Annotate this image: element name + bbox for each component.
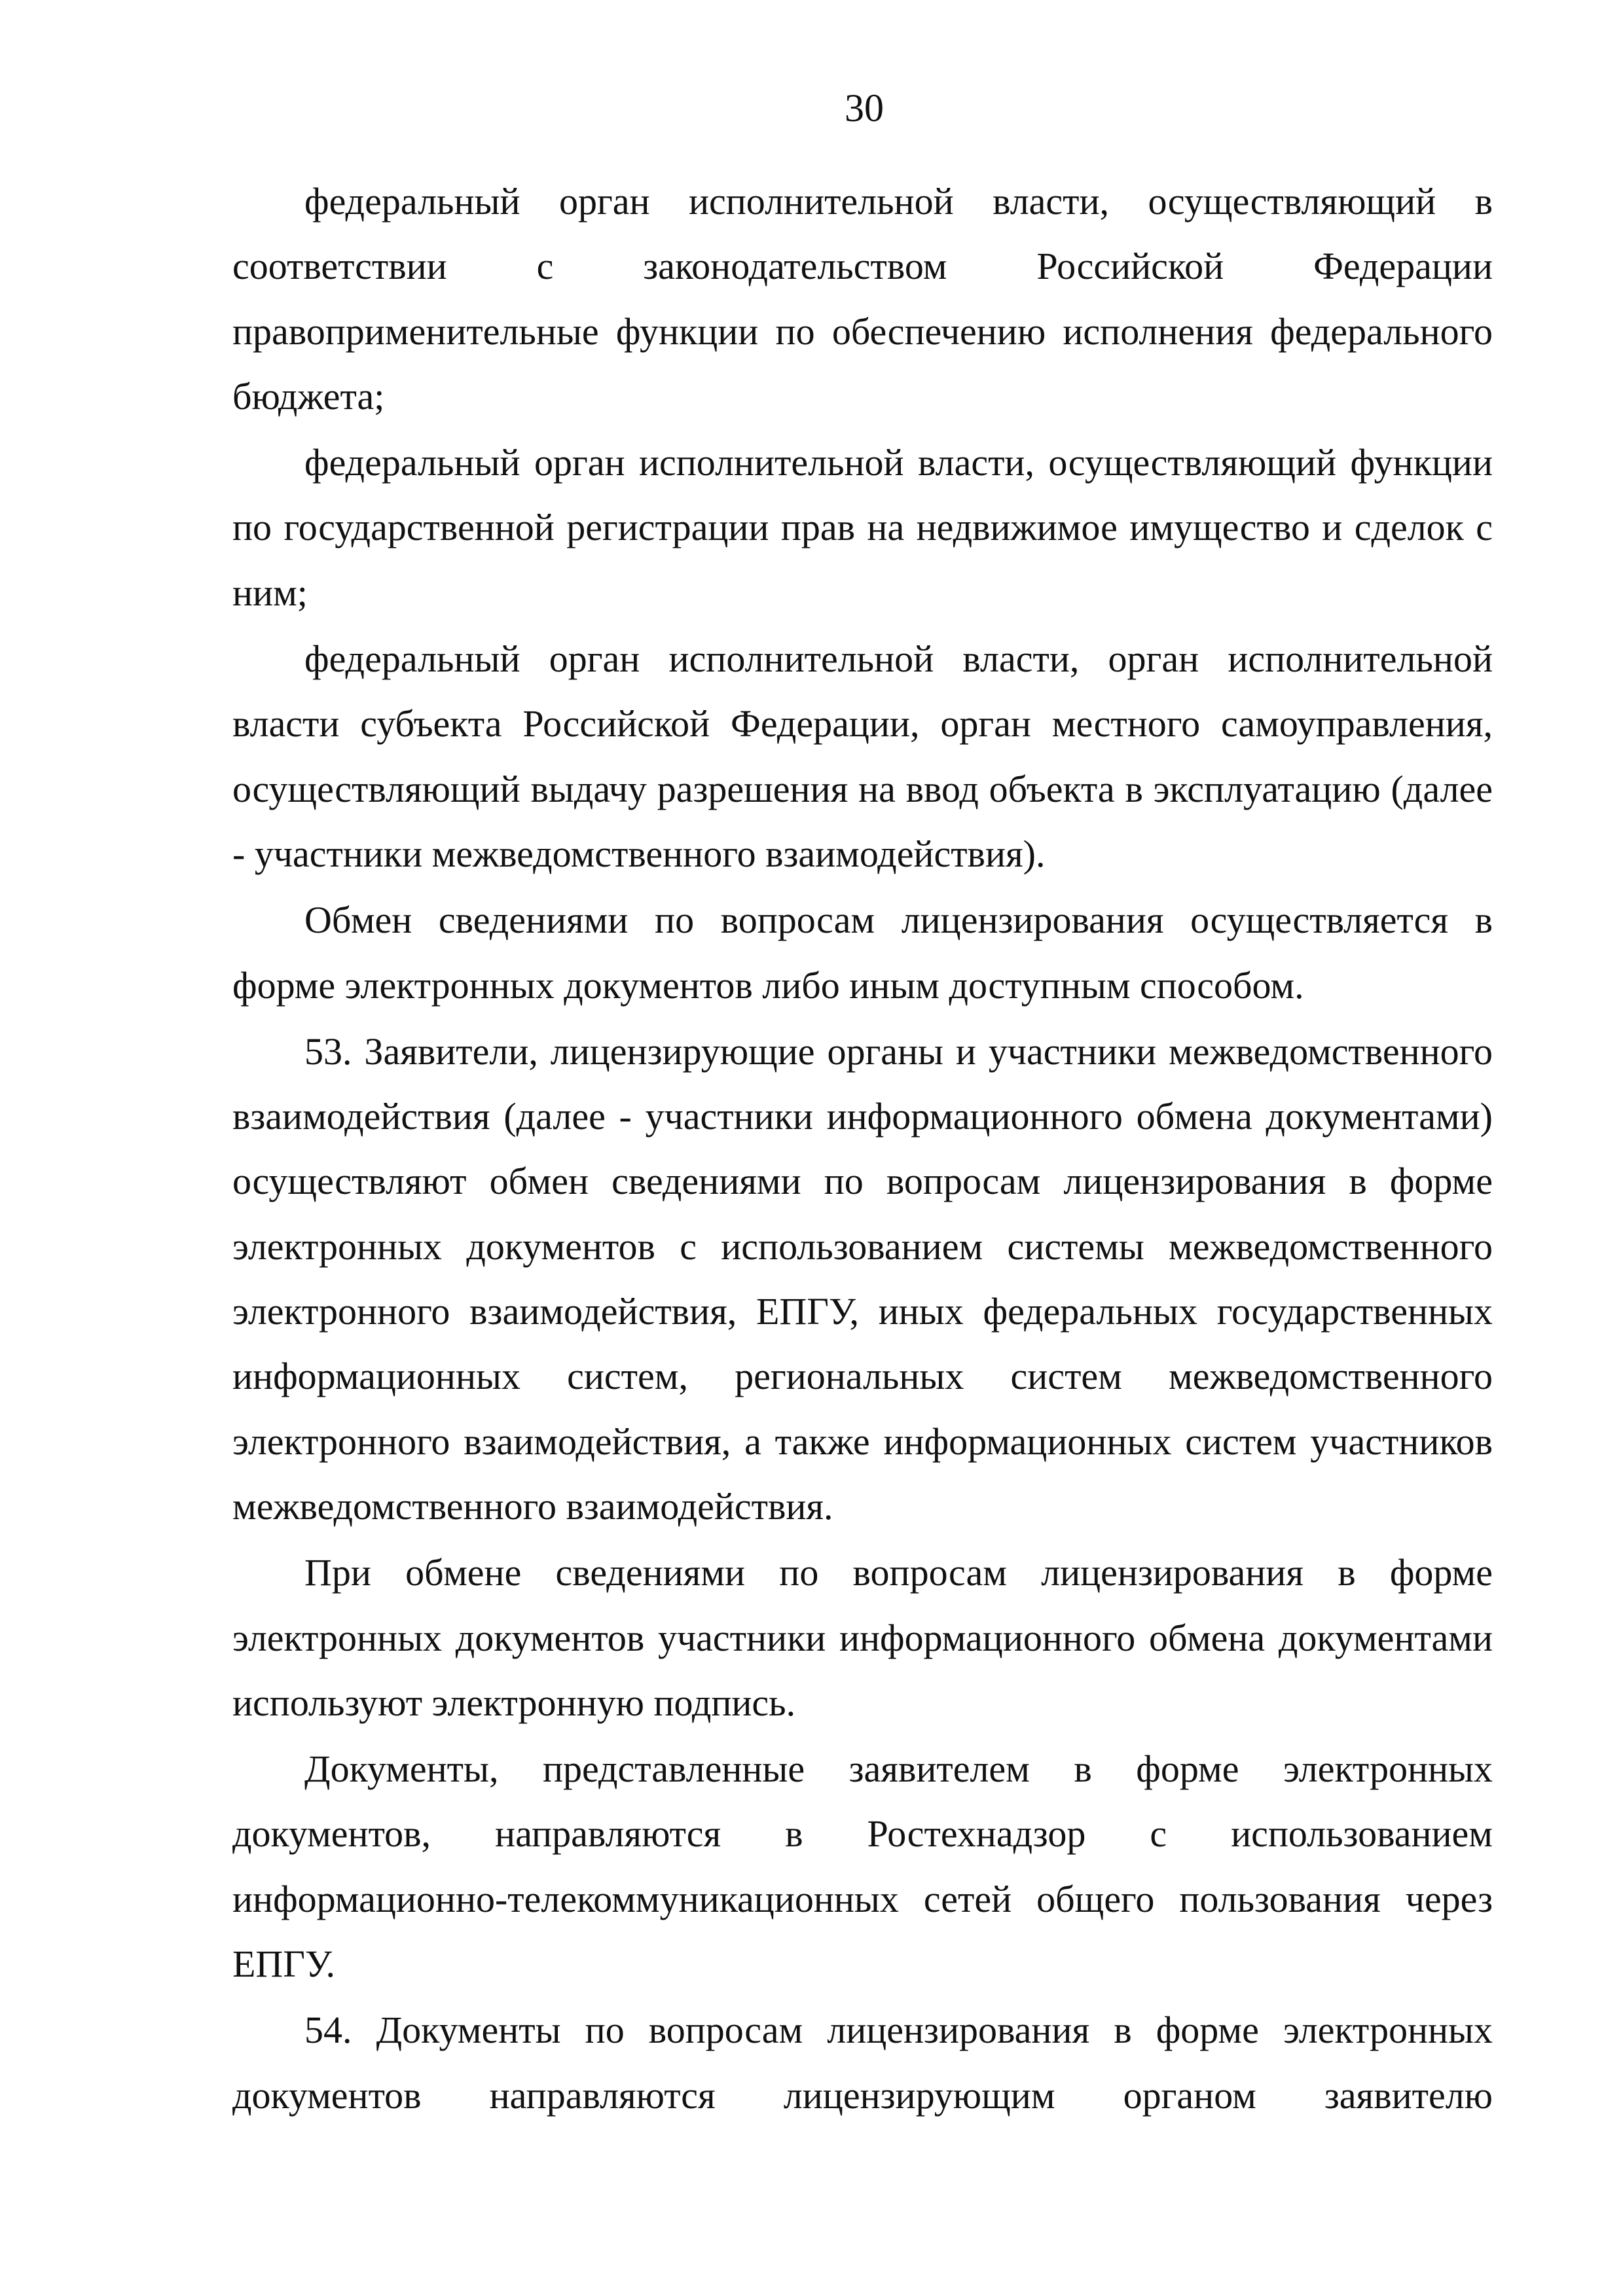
paragraph-commissioning-authority: федеральный орган исполнительной власти, орган исполнительной власти субъекта Российской Федерации, орган местного самоуправления, осуществляющий выдачу разрешения на ввод объекта в эксплуатацию (далее - участники межведомственного взаимодействия). [232,637,1493,875]
page-number: 30 [845,86,884,130]
paragraph-applicant-documents: Документы, представленные заявителем в форме электронных документов, направляются в Ростехнадзор с использованием информационно-телекоммуникационных сетей общего пользования через ЕПГУ. [232,1748,1493,1986]
paragraph-clause-53: 53. Заявители, лицензирующие органы и участники межведомственного взаимодействия (далее - участники информационного обмена документами) осуществляют обмен сведениями по вопросам лицензирования в форме электронных документов с использованием системы межведомственного электронного взаимодействия, ЕПГУ, иных федеральных государственных информационных систем, региональных систем межведомственного электронного взаимодействия, а также информационных систем участников межведомственного взаимодействия. [232,1030,1493,1528]
paragraph-treasury-authority: федеральный орган исполнительной власти, осуществляющий в соответствии с законодательством Российской Федерации правоприменительные функции по обеспечению исполнения федерального бюджета; [232,180,1493,418]
document-body [232,169,1493,2129]
paragraph-clause-54: 54. Документы по вопросам лицензирования в форме электронных документов направляются лицензирующим органом заявителю [232,2009,1493,2117]
paragraph-electronic-signature: При обмене сведениями по вопросам лицензирования в форме электронных документов участники информационного обмена документами используют электронную подпись. [232,1551,1493,1724]
paragraph-exchange-method: Обмен сведениями по вопросам лицензирования осуществляется в форме электронных документов либо иным доступным способом. [232,899,1493,1007]
paragraph-registration-authority: федеральный орган исполнительной власти, осуществляющий функции по государственной регистрации прав на недвижимое имущество и сделок с ним; [232,441,1493,614]
